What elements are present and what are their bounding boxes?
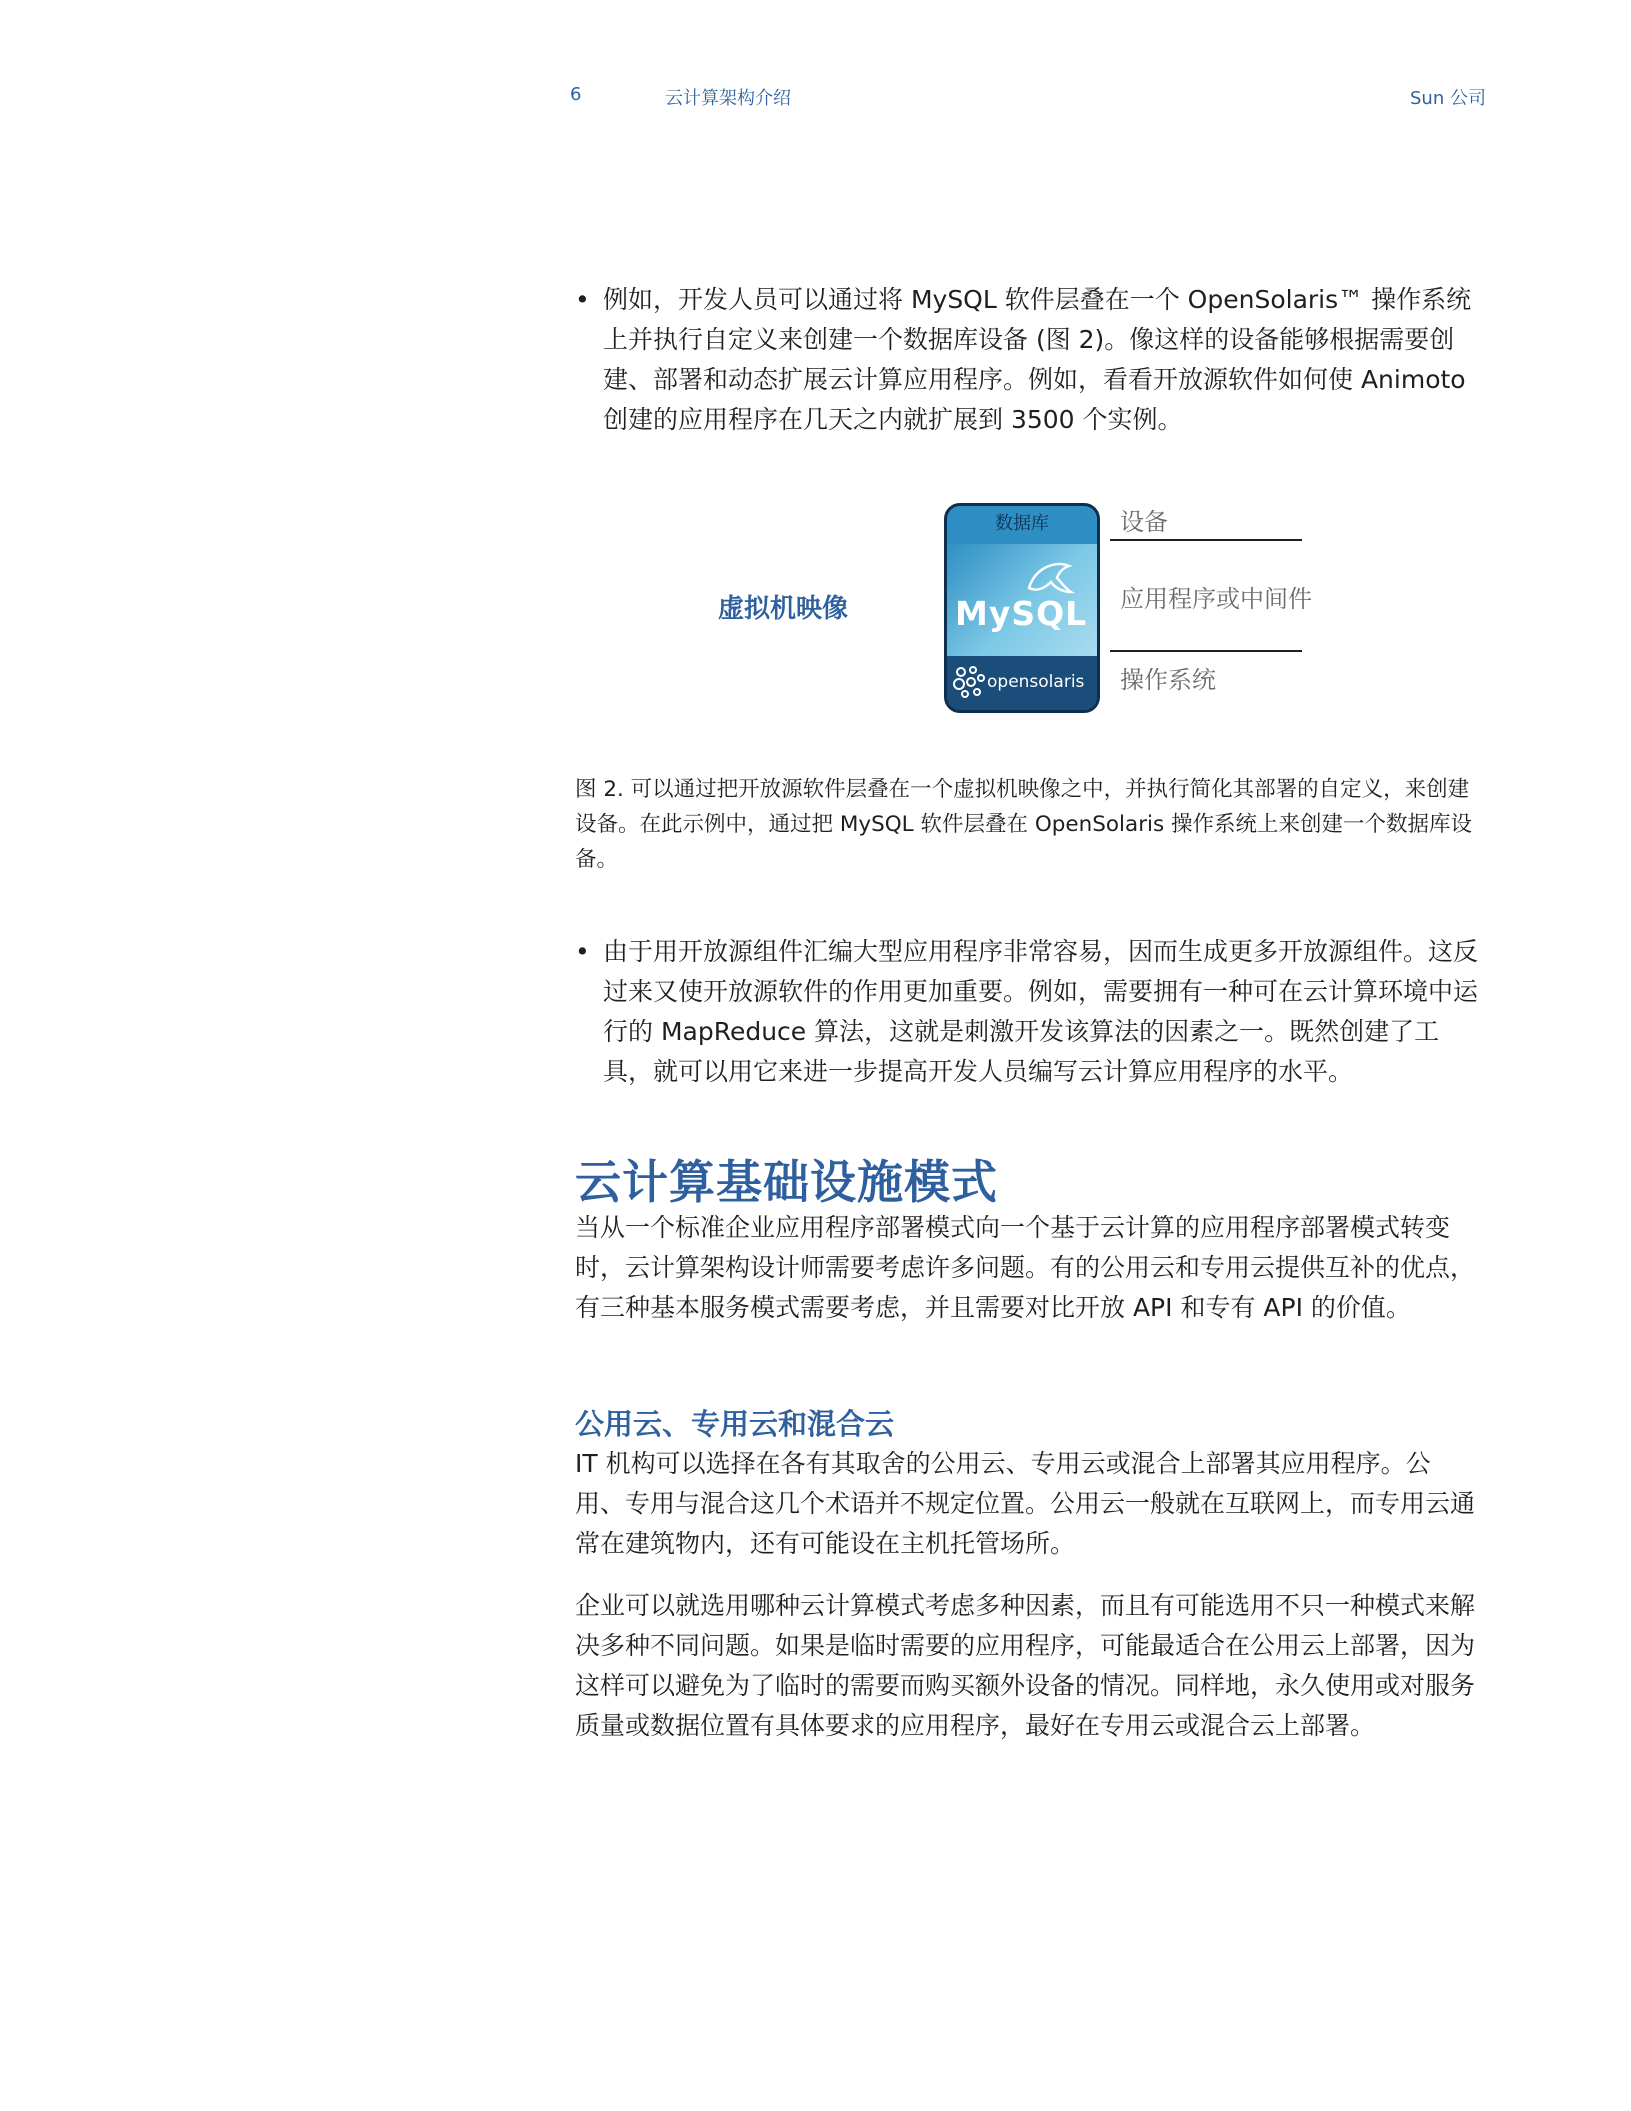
layer-divider-top	[1110, 539, 1302, 541]
subsection-paragraph-2: 企业可以就选用哪种云计算模式考虑多种因素，而且有可能选用不只一种模式来解决多种不同问题。如果是临时需要的应用程序，可能最适合在公用云上部署，因为这样可以避免为了临时的需要而购买额外设备的情况。同样地，永久使用或对服务质量或数据位置有具体要求的应用程序，最好在专用云或混合云上部署。	[575, 1591, 1476, 1740]
section-paragraph: 当从一个标准企业应用程序部署模式向一个基于云计算的应用程序部署模式转变时，云计算架构设计师需要考虑许多问题。有的公用云和专用云提供互补的优点，有三种基本服务模式需要考虑，并且需要对比开放 API 和专有 API 的价值。	[575, 1213, 1476, 1322]
opensolaris-layer	[947, 656, 1097, 710]
opensolaris-sun-icon	[951, 664, 987, 700]
database-layer	[947, 506, 1097, 544]
layer-label-middleware: 应用程序或中间件	[1120, 585, 1312, 613]
subsection-paragraph-1: IT 机构可以选择在各有其取舍的公用云、专用云或混合上部署其应用程序。公用、专用与混合这几个术语并不规定位置。公用云一般就在互联网上，而专用云通常在建筑物内，还有可能设在主机托管场所。	[575, 1449, 1476, 1558]
mysql-layer	[947, 544, 1097, 656]
bullet-marker: •	[575, 285, 590, 314]
layer-label-os: 操作系统	[1120, 666, 1216, 694]
bullet-item-open-source	[575, 932, 1480, 1092]
appliance-stack-box	[944, 503, 1100, 713]
page-number: 6	[570, 84, 582, 105]
running-title: 云计算架构介绍	[665, 88, 791, 109]
figure-caption: 图 2. 可以通过把开放源软件层叠在一个虚拟机映像之中，并执行简化其部署的自定义，来创建设备。在此示例中，通过把 MySQL 软件层叠在 OpenSolaris 操作系统上来创建一个数据库设备。	[575, 777, 1473, 872]
bullet-text: 例如，开发人员可以通过将 MySQL 软件层叠在一个 OpenSolaris™ 操作系统上并执行自定义来创建一个数据库设备 (图 2)。像这样的设备能够根据需要创建、部署和动态扩展云计算应用程序。例如，看看开放源软件如何使 Animoto 创建的应用程序在几天之内就扩展到 3500 个实例。	[603, 285, 1472, 434]
company-name: Sun 公司	[1410, 88, 1486, 109]
opensolaris-logo: opensolaris	[987, 672, 1085, 692]
bullet-item-appliance	[575, 280, 1480, 440]
subsection-heading: 公用云、专用云和混合云	[575, 1407, 895, 1441]
bullet-marker: •	[575, 937, 590, 966]
layer-label-appliance: 设备	[1120, 508, 1168, 536]
layer-divider-bottom	[1110, 650, 1302, 652]
mysql-logo: MySQL	[955, 594, 1088, 633]
dolphin-icon	[1025, 558, 1075, 600]
section-heading: 云计算基础设施模式	[575, 1155, 998, 1209]
vm-image-label: 虚拟机映像	[718, 594, 849, 624]
database-layer-label: 数据库	[995, 513, 1049, 534]
bullet-text: 由于用开放源组件汇编大型应用程序非常容易，因而生成更多开放源组件。这反过来又使开放源软件的作用更加重要。例如，需要拥有一种可在云计算环境中运行的 MapReduce 算法，这就是刺激开发该算法的因素之一。既然创建了工具，就可以用它来进一步提高开发人员编写云计算应用程序的水平。	[603, 937, 1479, 1086]
